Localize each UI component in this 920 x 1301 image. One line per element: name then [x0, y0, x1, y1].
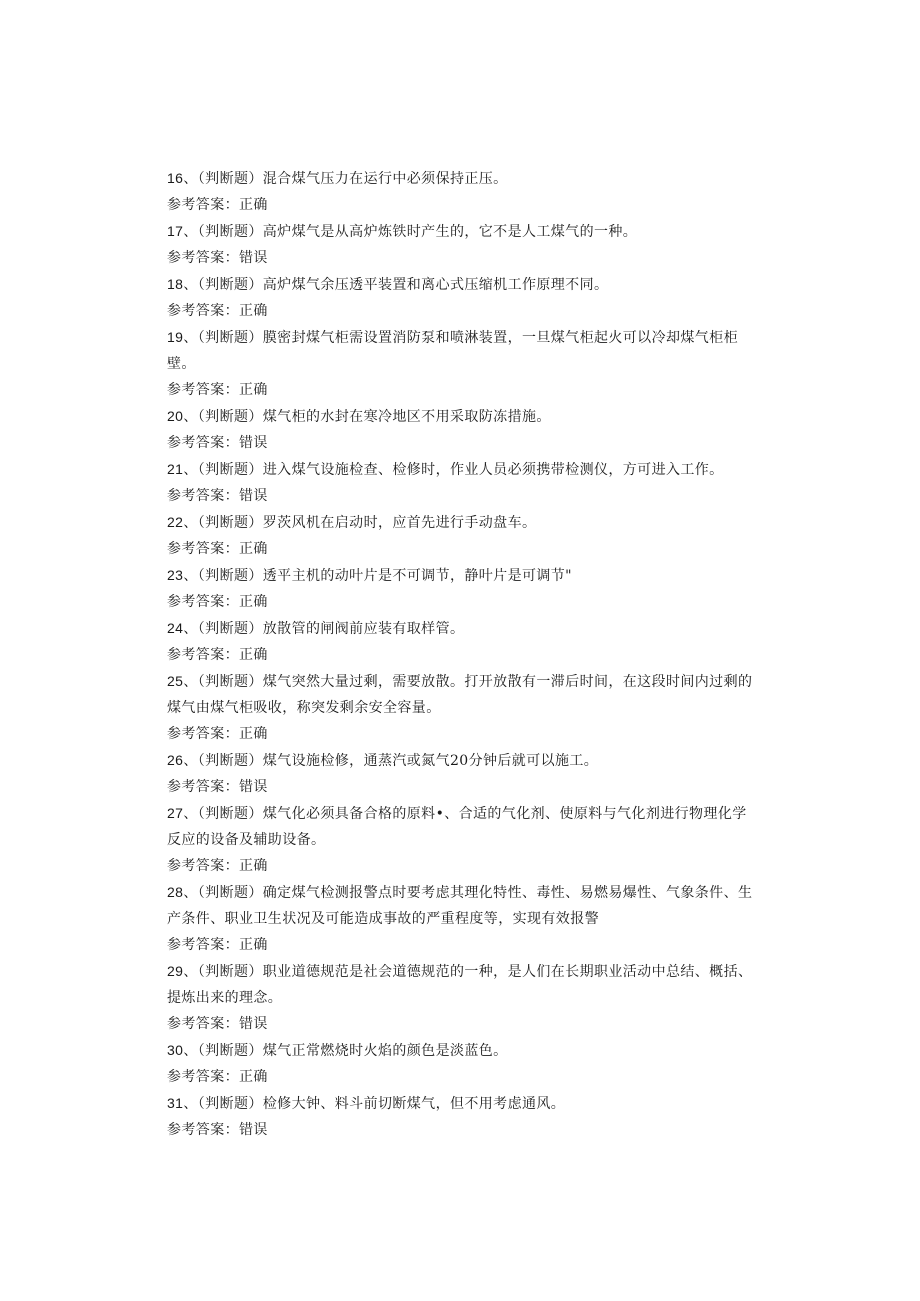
question-number: 23	[167, 567, 184, 583]
question-number: 24	[167, 620, 184, 636]
question-item	[167, 800, 757, 853]
question-text: 、（判断题）煤气突然大量过剩，需要放散。打开放散有一滞后时间，在这段时间内过剩的煤气由煤气柜吸收，称突发剩余安全容量。	[167, 674, 753, 716]
answer-line: 参考答案：正确	[167, 1069, 268, 1085]
question-item	[167, 615, 757, 642]
answer-line: 参考答案：正确	[167, 937, 268, 953]
question-number: 30	[167, 1042, 184, 1058]
question-text: 、（判断题）进入煤气设施检查、检修时，作业人员必须携带检测仪，方可进入工作。	[183, 462, 724, 478]
question-item	[167, 456, 757, 483]
question-text: 、（判断题）煤气设施检修，通蒸汽或氮气20分钟后就可以施工。	[183, 753, 599, 769]
question-number: 16	[167, 170, 184, 186]
document-body	[167, 165, 757, 1143]
question-item	[167, 958, 757, 1011]
question-text: 、（判断题）煤气化必须具备合格的原料•、合适的气化剂、使原料与气化剂进行物理化学反应的设备及辅助设备。	[167, 806, 747, 848]
question-number: 19	[167, 329, 184, 345]
answer-line: 参考答案：错误	[167, 779, 268, 795]
answer-line: 参考答案：正确	[167, 197, 268, 213]
question-number: 28	[167, 884, 184, 900]
question-item	[167, 879, 757, 932]
question-number: 17	[167, 223, 184, 239]
question-text: 、（判断题）职业道德规范是社会道德规范的一种，是人们在长期职业活动中总结、概括、提炼出来的理念。	[167, 964, 753, 1006]
question-item	[167, 271, 757, 298]
question-text: 、（判断题）放散管的闸阀前应装有取样管。	[183, 621, 465, 637]
question-item	[167, 562, 757, 589]
question-number: 22	[167, 514, 184, 530]
question-text: 、（判断题）确定煤气检测报警点时要考虑其理化特性、毒性、易燃易爆性、气象条件、生产条件、职业卫生状况及可能造成事故的严重程度等，实现有效报警	[167, 885, 753, 927]
question-item	[167, 1090, 757, 1117]
answer-line: 参考答案：正确	[167, 541, 268, 557]
question-number: 21	[167, 461, 184, 477]
answer-line: 参考答案：错误	[167, 488, 268, 504]
question-item	[167, 324, 757, 377]
question-text: 、（判断题）煤气柜的水封在寒冷地区不用采取防冻措施。	[183, 409, 551, 425]
question-text: 、（判断题）罗茨风机在启动时，应首先进行手动盘车。	[183, 515, 537, 531]
answer-line: 参考答案：错误	[167, 1016, 268, 1032]
question-item	[167, 509, 757, 536]
answer-line: 参考答案：正确	[167, 594, 268, 610]
question-text: 、（判断题）检修大钟、料斗前切断煤气，但不用考虑通风。	[183, 1096, 566, 1112]
question-item	[167, 403, 757, 430]
answer-line: 参考答案：正确	[167, 382, 268, 398]
question-number: 20	[167, 408, 184, 424]
question-number: 25	[167, 673, 184, 689]
question-number: 26	[167, 752, 184, 768]
question-text: 、（判断题）高炉煤气余压透平装置和离心式压缩机工作原理不同。	[183, 277, 609, 293]
answer-line: 参考答案：正确	[167, 647, 268, 663]
question-text: 、（判断题）透平主机的动叶片是不可调节，静叶片是可调节"	[183, 568, 573, 584]
answer-line: 参考答案：正确	[167, 858, 268, 874]
question-number: 31	[167, 1095, 184, 1111]
question-item	[167, 1037, 757, 1064]
question-item	[167, 747, 757, 774]
answer-line: 参考答案：错误	[167, 435, 268, 451]
answer-line: 参考答案：正确	[167, 726, 268, 742]
question-item	[167, 218, 757, 245]
answer-line: 参考答案：正确	[167, 303, 268, 319]
question-item	[167, 165, 757, 192]
question-text: 、（判断题）混合煤气压力在运行中必须保持正压。	[183, 171, 508, 187]
question-number: 18	[167, 276, 184, 292]
question-item	[167, 668, 757, 721]
question-number: 27	[167, 805, 184, 821]
answer-line: 参考答案：错误	[167, 250, 268, 266]
question-text: 、（判断题）煤气正常燃烧时火焰的颜色是淡蓝色。	[183, 1043, 508, 1059]
question-number: 29	[167, 963, 184, 979]
question-text: 、（判断题）高炉煤气是从高炉炼铁时产生的，它不是人工煤气的一种。	[183, 224, 638, 240]
answer-line: 参考答案：错误	[167, 1122, 268, 1138]
question-text: 、（判断题）膜密封煤气柜需设置消防泵和喷淋装置，一旦煤气柜起火可以冷却煤气柜柜壁。	[167, 330, 738, 372]
